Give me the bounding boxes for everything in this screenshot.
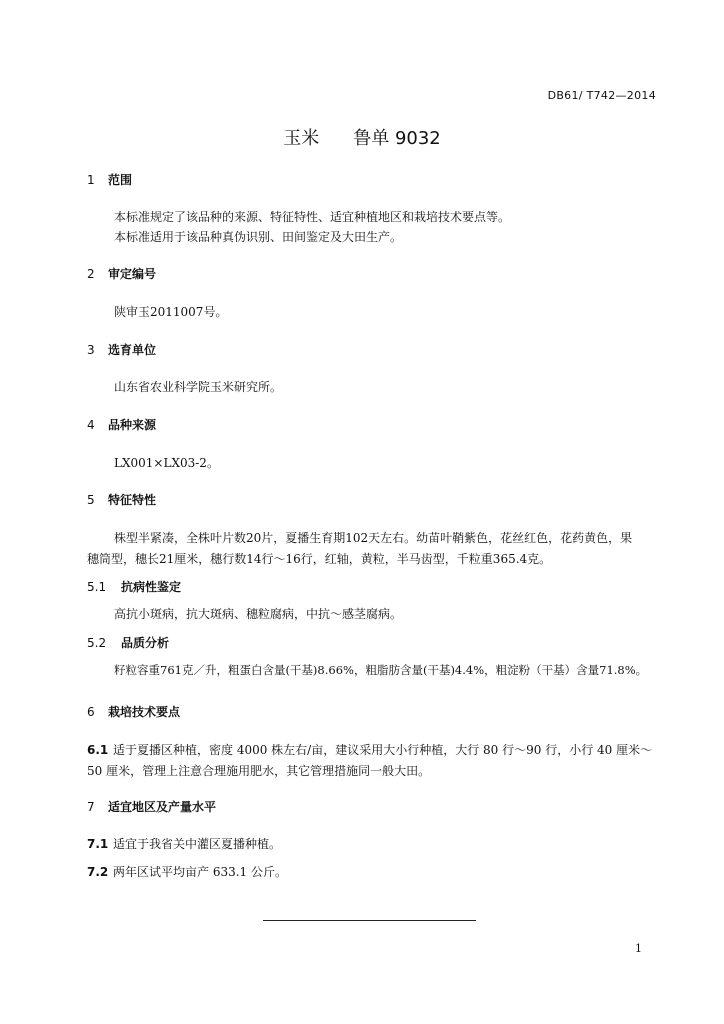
section-heading-5: 5 特征特性 <box>87 493 157 507</box>
section-3-text: 山东省农业科学院玉米研究所。 <box>114 380 283 394</box>
section-1-line-2: 本标准适用于该品种真伪识别、田间鉴定及大田生产。 <box>114 230 403 244</box>
section-5-line-1: 株型半紧凑，全株叶片数20片，夏播生育期102天左右。幼苗叶鞘紫色，花丝红色，花药黄色，果 <box>114 531 633 545</box>
subsection-6-1-number: 6.1 <box>87 743 109 757</box>
title-variety: 鲁单 9032 <box>353 128 441 149</box>
title-crop: 玉米 <box>283 128 320 149</box>
subsection-6-1-line-2: 50 厘米，管理上注意合理施用肥水，其它管理措施同一般大田。 <box>87 764 431 778</box>
section-heading-4: 4 品种来源 <box>87 418 157 432</box>
page-title <box>0 124 724 150</box>
section-5-line-2: 穗筒型，穗长21厘米，穗行数14行～16行，红轴，黄粒，半马齿型，千粒重365.4克。 <box>87 552 552 566</box>
section-heading-3: 3 选育单位 <box>87 343 157 357</box>
section-4-text: LX001×LX03-2。 <box>114 456 219 470</box>
subsection-heading-5-2: 5.2 品质分析 <box>87 636 170 650</box>
page-number: 1 <box>635 942 642 955</box>
subsection-heading-5-1: 5.1 抗病性鉴定 <box>87 580 182 594</box>
standard-number: DB61/ T742—2014 <box>547 89 656 102</box>
section-heading-7: 7 适宜地区及产量水平 <box>87 800 217 814</box>
section-heading-2: 2 审定编号 <box>87 267 157 281</box>
subsection-5-2-text: 籽粒容重761克／升，粗蛋白含量(干基)8.66%，粗脂肪含量(干基)4.4%，粗淀粉（干基）含量71.8%。 <box>114 663 648 677</box>
end-rule <box>263 920 476 921</box>
section-heading-1: 1 范围 <box>87 173 133 187</box>
section-2-text: 陕审玉2011007号。 <box>114 305 228 319</box>
subsection-7-1: 7.1 适宜于我省关中灌区夏播种植。 <box>87 837 282 851</box>
subsection-7-2: 7.2 两年区试平均亩产 633.1 公斤。 <box>87 865 287 879</box>
subsection-6-1-line-1: 6.1 适于夏播区种植，密度 4000 株左右/亩，建议采用大小行种植，大行 80 行～90 行，小行 40 厘米～ <box>87 743 653 757</box>
section-heading-6: 6 栽培技术要点 <box>87 705 181 719</box>
section-1-line-1: 本标准规定了该品种的来源、特征特性、适宜种植地区和栽培技术要点等。 <box>114 210 511 224</box>
subsection-5-1-text: 高抗小斑病，抗大斑病、穗粒腐病，中抗～感茎腐病。 <box>114 607 403 621</box>
